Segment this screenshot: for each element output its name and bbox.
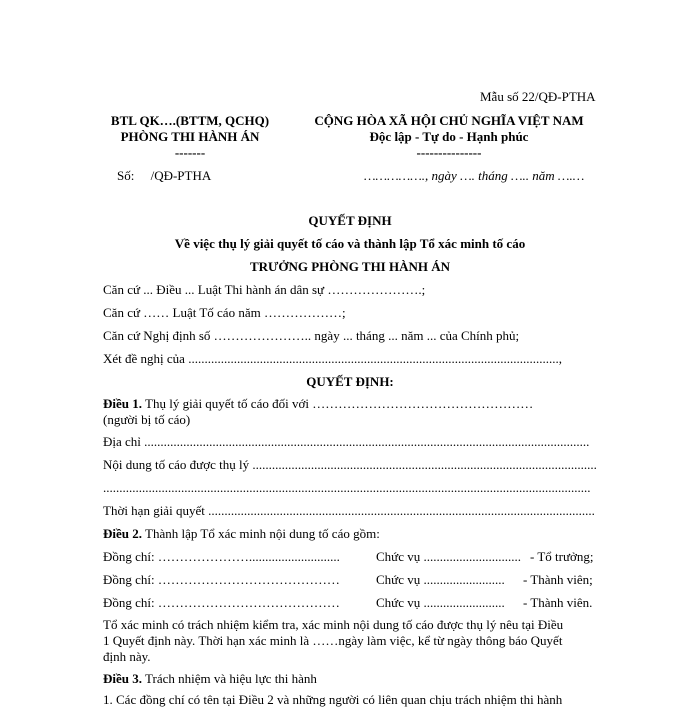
- member-name: Đồng chí: ……………………………………: [103, 595, 340, 610]
- deadline-line: Thời hạn giải quyết .......................................................................................................................: [103, 503, 595, 518]
- article-1-text: Thụ lý giải quyết tố cáo đối với ……………………………………………: [142, 396, 534, 411]
- content-line-continued: ......................................................................................................................................................: [103, 480, 591, 495]
- proposal-line: Xét đề nghị của ..................................................................................................................,: [103, 351, 562, 366]
- article-2-line: [103, 526, 380, 542]
- verification-duty-paragraph: định này.: [103, 649, 151, 664]
- form-code: Mẫu số 22/QĐ-PTHA: [480, 89, 596, 104]
- article-3-line: [103, 671, 317, 687]
- issue-date: ……………., ngày …. tháng ….. năm ….…: [364, 168, 585, 183]
- article-3-label: Điều 3.: [103, 671, 142, 686]
- issuing-authority: TRƯỞNG PHÒNG THI HÀNH ÁN: [249, 259, 451, 274]
- member-role: - Thành viên.: [523, 595, 593, 610]
- legal-basis-line: Căn cứ Nghị định số ………………….. ngày ... tháng ... năm ... của Chính phủ;: [103, 328, 520, 343]
- verification-duty-paragraph: 1 Quyết định này. Thời hạn xác minh là ……ngày làm việc, kể từ ngày thông báo Quyết: [103, 633, 563, 648]
- nation-name: CỘNG HÒA XÃ HỘI CHỦ NGHĨA VIỆT NAM: [314, 113, 584, 128]
- document-title: QUYẾT ĐỊNH: [308, 213, 392, 228]
- article-3-text: Trách nhiệm và hiệu lực thi hành: [142, 671, 317, 686]
- address-line: Địa chỉ .........................................................................................................................................: [103, 434, 590, 449]
- member-role: - Thành viên;: [523, 572, 593, 587]
- article-1-line: [103, 396, 533, 412]
- member-position: Chức vụ .........................: [376, 572, 505, 587]
- legal-basis-line: Căn cứ ... Điều ... Luật Thi hành án dân sự ………………….;: [103, 282, 426, 297]
- content-line: Nội dung tố cáo được thụ lý ..........................................................................................................: [103, 457, 597, 472]
- nation-separator: ---------------: [416, 145, 482, 160]
- document-subject: Về việc thụ lý giải quyết tố cáo và thành lập Tổ xác minh tố cáo: [174, 236, 526, 251]
- member-position: Chức vụ .........................: [376, 595, 505, 610]
- member-name: Đồng chí: …………………............................: [103, 549, 340, 564]
- article-3-paragraph: 1. Các đồng chí có tên tại Điều 2 và những người có liên quan chịu trách nhiệm thi hành: [103, 692, 563, 707]
- accused-person-note: (người bị tố cáo): [103, 412, 191, 427]
- decision-heading: QUYẾT ĐỊNH:: [306, 374, 394, 389]
- agency-name: BTL QK….(BTTM, QCHQ): [110, 113, 270, 128]
- agency-department: PHÒNG THI HÀNH ÁN: [120, 129, 260, 144]
- nation-motto: Độc lập - Tự do - Hạnh phúc: [369, 129, 529, 144]
- verification-duty-paragraph: Tổ xác minh có trách nhiệm kiểm tra, xác minh nội dung tố cáo được thụ lý nêu tại Điều: [103, 617, 564, 632]
- article-2-text: Thành lập Tổ xác minh nội dung tố cáo gồm:: [142, 526, 380, 541]
- article-1-label: Điều 1.: [103, 396, 142, 411]
- decision-number: Số: /QĐ-PTHA: [117, 168, 212, 183]
- article-2-label: Điều 2.: [103, 526, 142, 541]
- agency-separator: -------: [174, 145, 206, 160]
- member-position: Chức vụ ..............................: [376, 549, 521, 564]
- member-role: - Tổ trưởng;: [530, 549, 594, 564]
- member-name: Đồng chí: ……………………………………: [103, 572, 340, 587]
- legal-basis-line: Căn cứ …… Luật Tố cáo năm ………………;: [103, 305, 346, 320]
